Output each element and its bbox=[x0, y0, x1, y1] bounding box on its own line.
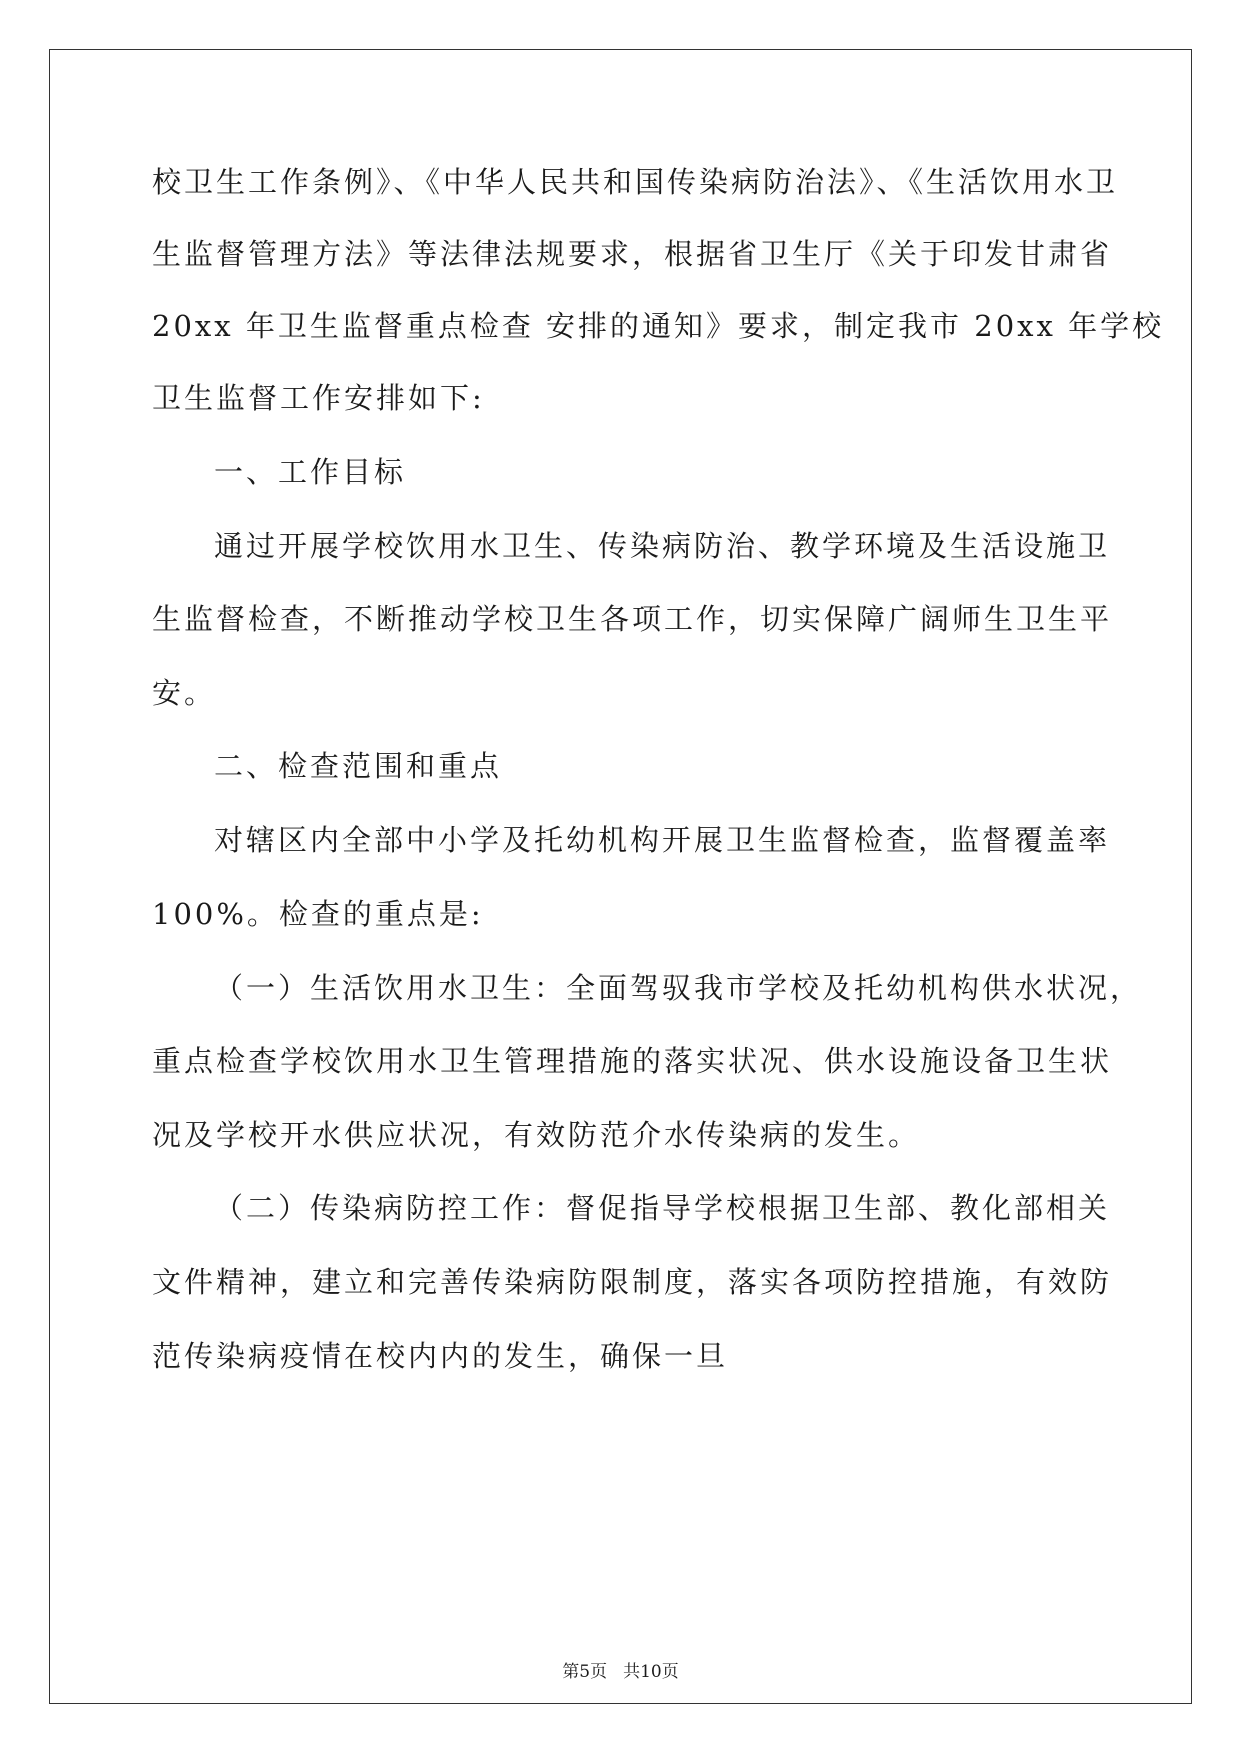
text-line: 况及学校开水供应状况，有效防范介水传染病的发生。 bbox=[152, 1118, 921, 1152]
text-line: （二）传染病防控工作：督促指导学校根据卫生部、教化部相关 bbox=[214, 1191, 1111, 1225]
text-line: 范传染病疫情在校内内的发生，确保一旦 bbox=[152, 1339, 729, 1373]
section-heading: 二、检查范围和重点 bbox=[214, 749, 503, 783]
text-line: 对辖区内全部中小学及托幼机构开展卫生监督检查，监督覆盖率 bbox=[214, 823, 1111, 857]
text-line: 生监督检查，不断推动学校卫生各项工作，切实保障广阔师生卫生平 bbox=[152, 602, 1113, 636]
text-line: 生监督管理方法》等法律法规要求，根据省卫生厅《关于印发甘肃省 bbox=[152, 237, 1113, 271]
page-border bbox=[49, 49, 1192, 1704]
text-line: 重点检查学校饮用水卫生管理措施的落实状况、供水设施设备卫生状 bbox=[152, 1044, 1113, 1078]
text-line: （一）生活饮用水卫生：全面驾驭我市学校及托幼机构供水状况， bbox=[214, 971, 1143, 1005]
section-heading: 一、工作目标 bbox=[214, 455, 407, 489]
text-line: 100%。检查的重点是: bbox=[152, 897, 484, 931]
text-line: 安。 bbox=[152, 676, 217, 710]
page-total: 共10页 bbox=[623, 1662, 679, 1682]
text-line: 通过开展学校饮用水卫生、传染病防治、教学环境及生活设施卫 bbox=[214, 529, 1111, 563]
text-line: 文件精神，建立和完善传染病防限制度，落实各项防控措施，有效防 bbox=[152, 1265, 1113, 1299]
text-line: 20xx 年卫生监督重点检查 安排的通知》要求，制定我市 20xx 年学校 bbox=[152, 309, 1165, 343]
text-line: 校卫生工作条例》、《中华人民共和国传染病防治法》、《生活饮用水卫 bbox=[152, 165, 1119, 199]
page-number: 第5页 bbox=[562, 1662, 608, 1682]
page-footer bbox=[0, 1660, 1241, 1684]
text-line: 卫生监督工作安排如下: bbox=[152, 381, 485, 415]
